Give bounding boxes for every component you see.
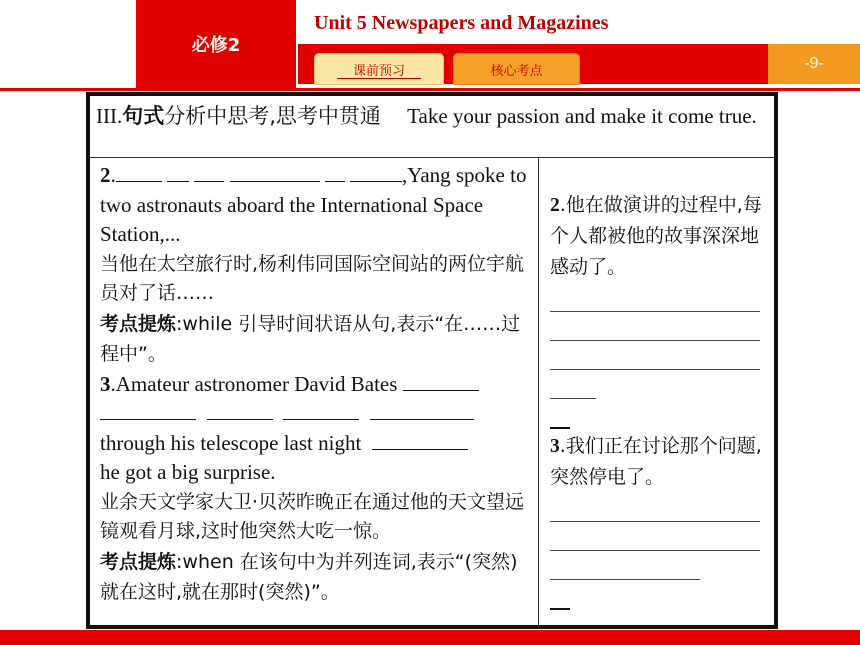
item2-sentence: 2. ,Yang spoke to two astronauts aboard the International Space Station,... [100,163,527,246]
fill-blank[interactable] [283,399,359,420]
item3-translation: 业余天文学家大卫·贝茨昨晚正在通过他的天文望远镜观看月球,这时他突然大吃一惊。 [100,490,525,542]
heading-cn: 分析中思考,思考中贯通 [164,104,381,128]
answer-line[interactable] [550,493,760,522]
item2-point [100,309,528,370]
tab-core-points[interactable] [453,53,580,85]
unit-title: Unit 5 Newspapers and Magazines [314,12,609,34]
motto: Take your passion and make it come true. [407,104,757,128]
right-item2 [550,190,764,283]
exercise-table [86,92,778,629]
fill-blank[interactable] [325,161,345,182]
header-divider [0,88,860,91]
answer-line[interactable] [550,370,596,399]
fill-blank[interactable] [167,161,189,182]
item3-number: 3 [100,371,111,396]
fill-blank[interactable] [230,161,320,182]
item2-text: ,Yang spoke to two astronauts aboard the International Space Station,... [100,163,527,246]
item3-text-mid: through his telescope last night [100,430,362,455]
fill-blank[interactable] [100,399,196,420]
right-item3-number: 3 [550,436,560,457]
answer-line[interactable] [550,522,760,551]
item3-sentence [100,370,528,488]
answer-line[interactable] [550,341,760,370]
page-number: -9- [768,44,860,84]
right-item3-text: .我们正在讨论那个问题,突然停电了。 [550,435,762,488]
fill-blank[interactable] [372,429,468,450]
tab-preview[interactable] [314,53,444,85]
heading-bold: 句式 [122,104,165,128]
answer-line[interactable] [550,312,760,341]
point-text: :when 在该句中为并列连词,表示“(突然)就在这时,就在那时(突然)”。 [100,550,518,603]
right-item2-text: .他在做演讲的过程中,每个人都被他的故事深深地感动了。 [550,194,762,278]
point-label: 考点提炼 [100,312,177,335]
section-heading [90,96,774,158]
fill-blank[interactable] [116,161,162,182]
item3-point [100,547,528,608]
fill-blank[interactable] [403,370,479,391]
item3-text-head: .Amateur astronomer David Bates [110,371,398,396]
book-label: 必修2 [136,0,296,88]
tab-active-underline [337,78,421,79]
answer-line[interactable] [550,551,700,580]
tab-core-points-label: 核心考点 [490,63,543,79]
fill-blank[interactable] [194,161,224,182]
answer-line-end[interactable] [550,580,570,610]
right-item3 [550,431,764,493]
answer-line[interactable] [550,283,760,312]
right-item2-number: 2 [550,195,560,216]
point-text: :while 引导时间状语从句,表示“在……过程中”。 [100,312,521,365]
item3-text-tail: he got a big surprise. [100,460,276,484]
fill-blank[interactable] [350,161,402,182]
right-column [539,158,774,625]
answer-line-end[interactable] [550,399,570,429]
left-column [90,158,539,625]
fill-blank[interactable] [207,399,273,420]
point-label: 考点提炼 [100,550,177,573]
footer-band [0,630,860,645]
item2-translation: 当他在太空旅行时,杨利伟同国际空间站的两位宇航员对了话…… [100,252,525,304]
item2-number: 2 [100,163,111,187]
heading-roman: III. [96,104,123,128]
tab-preview-label: 课前预习 [352,63,405,79]
fill-blank[interactable] [370,399,474,420]
